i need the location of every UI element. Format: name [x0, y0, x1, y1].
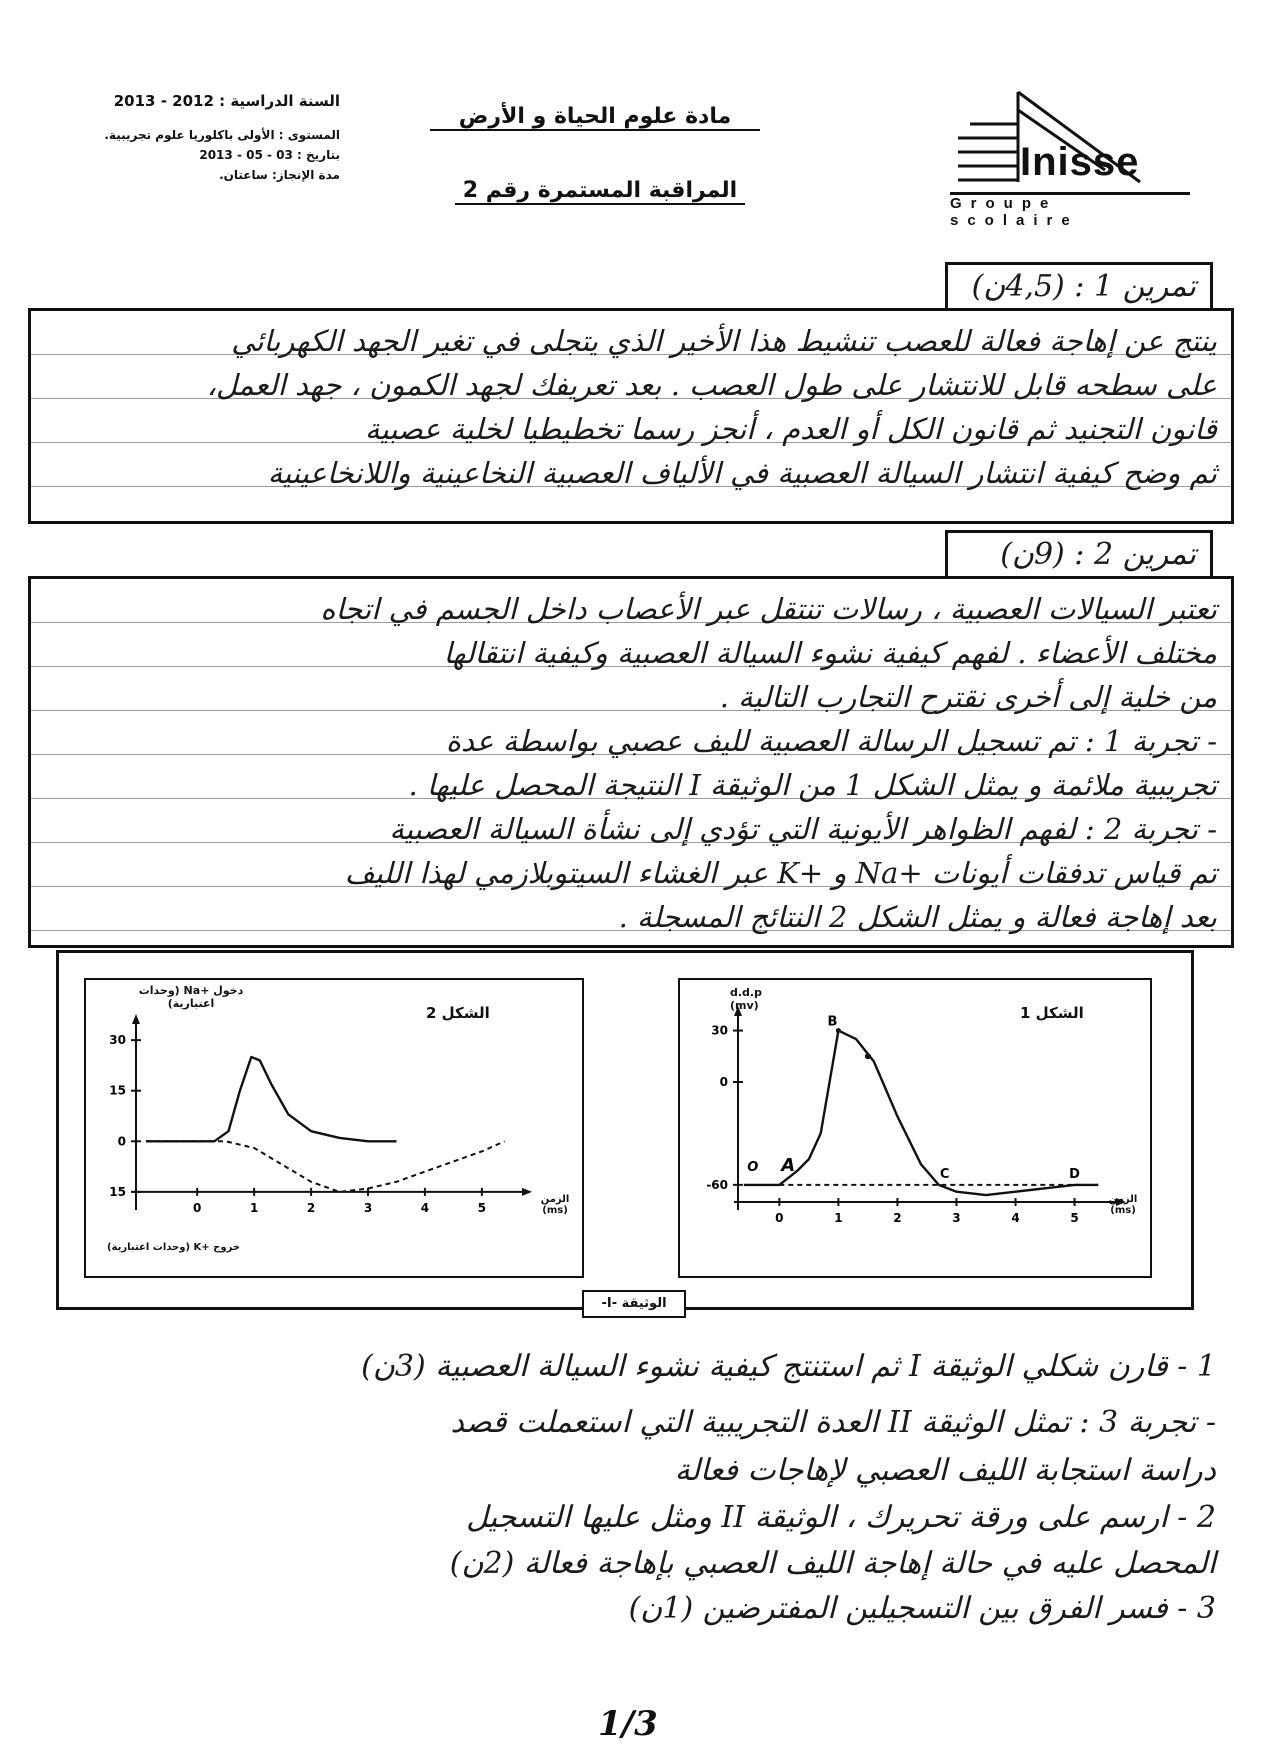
question-2-line2: المحصل عليه في حالة إهاجة الليف العصبي بإهاجة فعالة (2ن): [449, 1546, 1216, 1581]
exercise1-line: ثم وضح كيفية انتشار السيالة العصبية في الألياف العصبية النخاعينية واللانخاعينية: [267, 456, 1217, 490]
experiment-3-line2: دراسة استجابة الليف العصبي لإهاجات فعالة: [674, 1453, 1216, 1488]
questions-block: [40, 1336, 1216, 1632]
y-tick-label: -60: [706, 1177, 728, 1192]
exercise2-line: - تجربة 2 : لفهم الظواهر الأيونية التي تؤدي إلى نشأة السيالة العصبية: [389, 812, 1217, 846]
exercise2-line: مختلف الأعضاء . لفهم كيفية نشوء السيالة العصبية وكيفية انتقالها: [443, 636, 1217, 670]
header-right-info: [40, 88, 340, 208]
experiment-3-line1: - تجربة 3 : تمثل الوثيقة II العدة التجريبية التي استعملت قصد: [450, 1405, 1216, 1440]
question-2-line1: 2 - ارسم على ورقة تحريرك ، الوثيقة II ومثل عليها التسجيل: [466, 1500, 1216, 1535]
x-tick-label: 3: [363, 1200, 373, 1215]
exercise2-line: تجريبية ملائمة و يمثل الشكل 1 من الوثيقة I النتيجة المحصل عليها .: [408, 768, 1217, 802]
figure-1-title: الشكل 1: [1020, 1004, 1084, 1022]
x-tick-label: 4: [420, 1200, 430, 1215]
point-label-a: A: [781, 1155, 796, 1177]
figure-1-ylabel: d.d.p (mv): [730, 986, 762, 1012]
point-label-d: D: [1069, 1167, 1080, 1182]
x-tick-label: 3: [952, 1211, 961, 1225]
figure-2-frame: [84, 978, 584, 1278]
question-3: 3 - فسر الفرق بين التسجيلين المفترضين (1ن): [628, 1591, 1216, 1626]
exercise2-line: بعد إهاجة فعالة و يمثل الشكل 2 النتائج المسجلة .: [618, 900, 1217, 934]
figure-2-ylabel-bottom: خروج +K (وحدات اعتبارية): [106, 1242, 240, 1253]
y-axis-arrow: [132, 1014, 140, 1024]
school-year: السنة الدراسية : 2012 - 2013: [113, 92, 340, 110]
exercise2-line: تعتبر السيالات العصبية ، رسالات تنتقل عبر الأعصاب داخل الجسم في اتجاه: [320, 592, 1217, 626]
y-tick-label: 15: [109, 1083, 126, 1098]
series-na-line: [146, 1057, 397, 1141]
figure-2-chart: [86, 980, 582, 1276]
point-label-c: C: [939, 1167, 950, 1182]
y-tick-label: 30: [109, 1033, 126, 1048]
x-tick-label: 5: [1070, 1211, 1079, 1225]
level: المستوى : الأولى باكلوريا علوم تجريبية.: [104, 128, 340, 142]
exercise2-line: تم قياس تدفقات أيونات +Na و +K عبر الغشاء السيتوبلازمي لهذا الليف: [344, 856, 1217, 890]
document-1-label: [582, 1290, 686, 1318]
figure-2-xlabel: الزمن (ms): [540, 1194, 570, 1216]
figure-1-frame: [678, 978, 1152, 1278]
point-label-o: O: [747, 1160, 759, 1176]
exercise1-box: [28, 308, 1234, 524]
y-tick-label: 30: [711, 1023, 728, 1038]
school-logo: [940, 90, 1190, 229]
logo-name: Inisse: [1020, 140, 1140, 184]
y-tick-label: 0: [719, 1075, 728, 1089]
figure-2-title: الشكل 2: [426, 1004, 490, 1022]
exam-date: بتاريخ : 03 - 05 - 2013: [199, 148, 340, 162]
series-potentiel-line: [744, 1031, 1098, 1196]
x-tick-label: 5: [477, 1200, 487, 1215]
exercise2-title: تمرين 2 : (9ن): [1000, 537, 1196, 572]
figure-1-chart: [680, 980, 1150, 1276]
x-tick-label: 0: [775, 1211, 784, 1225]
exercise2-box: [28, 576, 1234, 948]
point-marker-b: [836, 1028, 841, 1033]
y-tick-label: 15: [109, 1184, 126, 1199]
x-axis-arrow: [522, 1188, 532, 1196]
x-tick-label: 1: [249, 1200, 259, 1215]
x-tick-label: 2: [306, 1200, 316, 1215]
exercise2-title-box: [945, 530, 1213, 578]
figure-2-ylabel: دخول +Na (وحدات اعتبارية): [138, 984, 244, 1010]
point-label-b: B: [827, 1014, 838, 1030]
logo-subtitle: Groupe scolaire: [950, 192, 1190, 229]
exam-title: المراقبة المستمرة رقم 2: [455, 178, 745, 205]
x-tick-label: 0: [193, 1200, 202, 1215]
exercise1-line: ينتج عن إهاجة فعالة للعصب تنشيط هذا الأخير الذي يتجلى في تغير الجهد الكهربائي: [231, 324, 1217, 358]
duration: مدة الإنجاز: ساعتان.: [219, 168, 340, 182]
exercise2-line: - تجربة 1 : تم تسجيل الرسالة العصبية لليف عصبي بواسطة عدة: [445, 724, 1217, 758]
y-tick-label: 0: [117, 1134, 126, 1149]
subject-title: مادة علوم الحياة و الأرض: [430, 104, 760, 131]
exercise2-line: من خلية إلى أخرى نقترح التجارب التالية .: [719, 680, 1217, 714]
page-number: 1/3: [598, 1704, 658, 1744]
x-tick-label: 2: [893, 1211, 902, 1225]
exercise1-line: على سطحه قابل للانتشار على طول العصب . بعد تعريفك لجهد الكمون ، جهد العمل،: [206, 368, 1217, 402]
exercise1-line: قانون التجنيد ثم قانون الكل أو العدم ، أنجز رسما تخطيطيا لخلية عصبية: [365, 412, 1217, 446]
exercise1-title: تمرين 1 : (4,5ن): [971, 269, 1196, 304]
document-1-label-text: الوثيقة -I-: [601, 1296, 667, 1311]
exercise1-title-box: [945, 262, 1213, 310]
x-tick-label: 4: [1011, 1211, 1020, 1225]
question-1: 1 - قارن شكلي الوثيقة I ثم استنتج كيفية نشوء السيالة العصبية (3ن): [361, 1349, 1216, 1384]
figure-1-xlabel: الزمن (ms): [1108, 1194, 1138, 1216]
x-tick-label: 1: [834, 1211, 843, 1225]
point-marker-mid: [865, 1053, 871, 1059]
series-k-line: [146, 1141, 505, 1192]
